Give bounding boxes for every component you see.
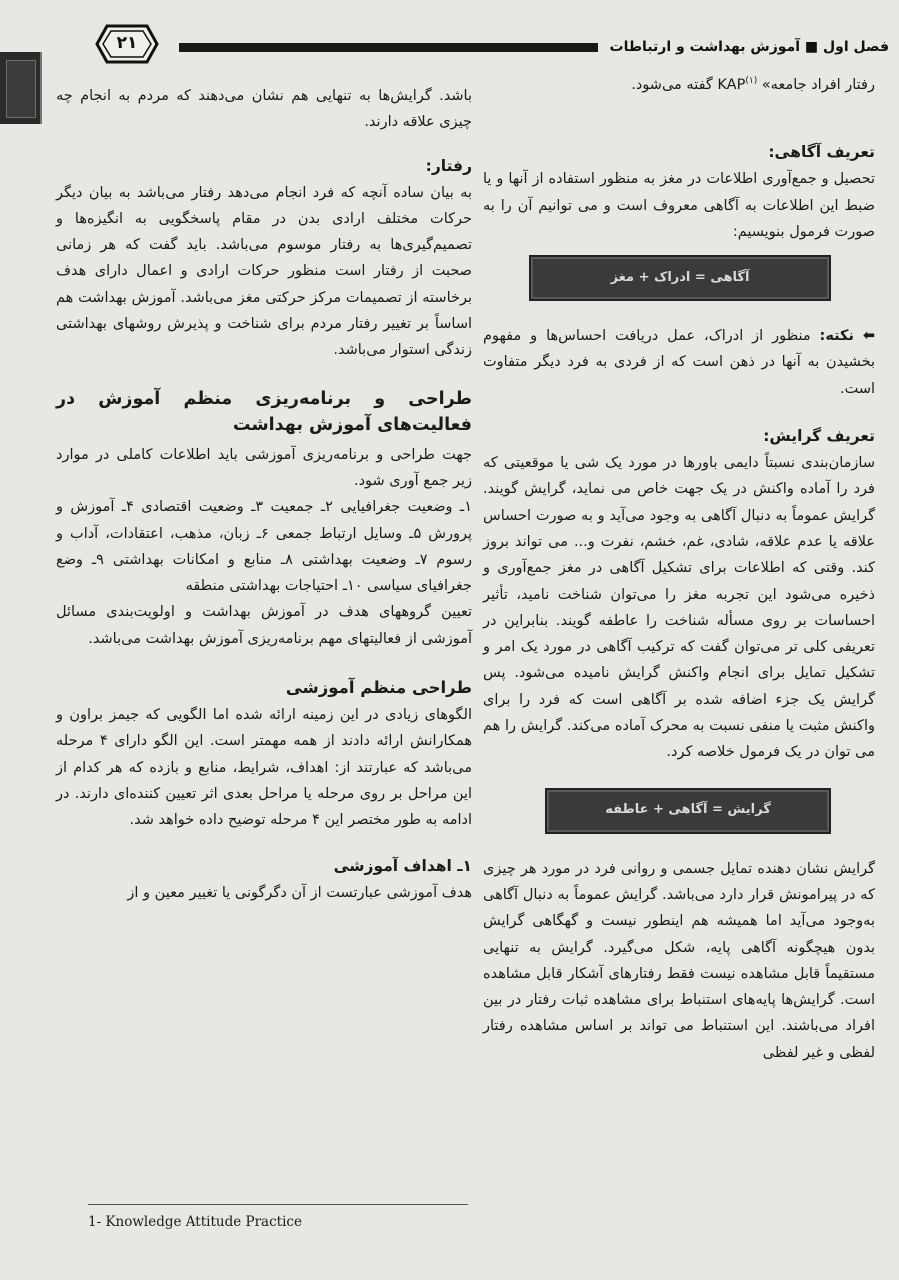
footnote: 1- Knowledge Attitude Practice <box>88 1214 302 1230</box>
awareness-formula-box <box>529 255 831 301</box>
attitude-formula: گرایش = آگاهی + عاطفه <box>605 802 771 818</box>
goals-paragraph: هدف آموزشی عبارتست از آن دگرگونی یا تغییر معین و از <box>127 884 472 901</box>
awareness-paragraph: تحصیل و جمع‌آوری اطلاعات در مغز به منظور استفاده از آنها و یا ضبط این اطلاعات به آگاهی معروف است و می توانیم آن را به صورت فرمول بنویسیم: <box>483 171 875 240</box>
design-paragraph: الگوهای زیادی در این زمینه ارائه شده اما الگویی که جیمز براون و همکارانش ارائه دادند از همه مهمتر است. این الگو دارای ۴ مرحله می‌باشد که عبارتند از: اهداف، شرایط، منابع و بازده که هر کدام از این مراحل بر روی مرحله یا مراحل بعدی اثر تعیین کننده‌ای دارند. در ادامه به طور مختصر این ۴ مرحله توضیح داده خواهد شد. <box>56 707 472 829</box>
attitude-heading: تعریف گرایش: <box>763 427 875 446</box>
note-label: نکته: <box>819 328 854 345</box>
goals-heading: ۱ـ اهداف آموزشی <box>333 856 472 875</box>
behavior-heading: رفتار: <box>425 156 472 175</box>
planning-intro: جهت طراحی و برنامه‌ریزی آموزشی باید اطلاعات کاملی در موارد زیر جمع آوری شود. <box>56 446 472 489</box>
note-paragraph <box>483 323 875 402</box>
note-text: منظور از ادراک، عمل دریافت احساس‌ها و مفهوم بخشیدن به آنها در ذهن است که از فردی به فرد دیگر متفاوت است. <box>483 328 875 397</box>
attitude-formula-box <box>545 788 831 834</box>
behavior-paragraph: به بیان ساده آنچه که فرد انجام می‌دهد رفتار می‌باشد به بیان دیگر حرکات مختلف ارادی بدن در مقام پاسخگویی به انگیزه‌ها و تصمیم‌گیری‌ها به رفتار موسوم می‌باشد. باید گفت که هر زمانی صحبت از رفتار است منظور حرکات ارادی و اعمال دارای هدف برخاسته از تصمیمات مرکز حرکتی مغز می‌باشد. آموزش بهداشت هم اساساً بر تغییر رفتار مردم برای شناخت و پذیرش روشهای بهداشتی زندگی استوار می‌باشد. <box>56 184 472 359</box>
awareness-heading: تعریف آگاهی: <box>768 143 875 162</box>
running-header <box>175 36 889 58</box>
planning-heading: طراحی و برنامه‌ریزی منظم آموزش در فعالیت‌های آموزش بهداشت <box>56 388 472 435</box>
page-number: ۲۱ <box>116 33 138 53</box>
page-number-badge <box>95 24 159 64</box>
planning-paragraph: تعیین گروههای هدف در آموزش بهداشت و اولویت‌بندی مسائل آموزشی از فعالیتهای مهم برنامه‌ریزی آموزش بهداشت می‌باشد. <box>56 604 472 647</box>
right-column <box>483 72 875 1066</box>
continuation-paragraph: باشد. گرایش‌ها به تنهایی هم نشان می‌دهند که مردم به انجام چه چیزی علاقه دارند. <box>56 88 472 131</box>
design-heading: طراحی منظم آموزشی <box>285 678 472 698</box>
left-arrow-icon: ⬅ <box>862 328 875 345</box>
left-column <box>56 83 472 906</box>
footnote-rule <box>88 1204 468 1205</box>
header-rule <box>179 43 598 52</box>
attitude-paragraph: سازمان‌بندی نسبتاً دایمی باورها در مورد یک شی یا موقعیتی که فرد را آماده واکنش در یک جهت خاص می نماید، گرایش گویند. گرایش عموماً به دنبال آگاهی به وجود می‌آید و به صورت احساس علاقه یا عدم علاقه، شادی، غم، خشم، نفرت و... می تواند بروز کند. وقتی که اطلاعات برای تشکیل آگاهی در مغز جمع‌آوری و ذخیره می‌شود این تجربه مغز را می‌توان شناخت نامید، تأثیر احساسات بر روی مسأله شناخت را عاطفه گویند. بنابراین در تعریفی کلی تر می‌توان گفت که ترکیب آگاهی در مورد یک امر و تشکیل تمایل برای انجام واکنش گرایش نامیده می‌شود. پس گرایش یک جزء اضافه شده بر آگاهی است که فرد را برای واکنش مثبت یا منفی نسبت به محرک آماده می‌کند. گرایش را هم می توان در یک فرمول خلاصه کرد. <box>483 455 875 761</box>
planning-list: ۱ـ وضعیت جغرافیایی ۲ـ جمعیت ۳ـ وضعیت اقتصادی ۴ـ آموزش و پرورش ۵ـ وسایل ارتباط جمعی ۶ـ زبان، مذهب، اعتقادات، آداب و رسوم ۷ـ وضعیت بهداشتی ۸ـ منابع و امکانات بهداشتی ۹ـ وضع جغرافیای سیاسی ۱۰ـ احتیاجات بهداشتی منطقه <box>56 499 473 595</box>
awareness-formula: آگاهی = ادراک + مغز <box>610 270 750 286</box>
attitude-paragraph-2: گرایش نشان دهنده تمایل جسمی و روانی فرد در مورد هر چیزی که در پیرامونش قرار دارد می‌باشد. گرایش عموماً به دنبال آگاهی به‌وجود می‌آید اما همیشه هم اینطور نیست و گهگاهی گرایش بدون هیچگونه آگاهی پایه، شکل می‌گیرد. گرایش به تنهایی مستقیماً قابل مشاهده نیست فقط رفتارهای آشکار قابل مشاهده است. گرایش‌ها پایه‌های استنباط برای مشاهده ثبات رفتار در بین افراد می‌باشند. این استنباط می تواند بر اساس مشاهده رفتار لفظی و غیر لفظی <box>483 860 875 1061</box>
chapter-thumb-tab <box>0 52 42 124</box>
running-header-title: فصل اول ■ آموزش بهداشت و ارتباطات <box>609 39 889 55</box>
intro-line: رفتار افراد جامعه» KAP$^{(۱)}$ گفته می‌شود. <box>631 76 875 93</box>
thumb-tab-mark <box>6 60 36 118</box>
